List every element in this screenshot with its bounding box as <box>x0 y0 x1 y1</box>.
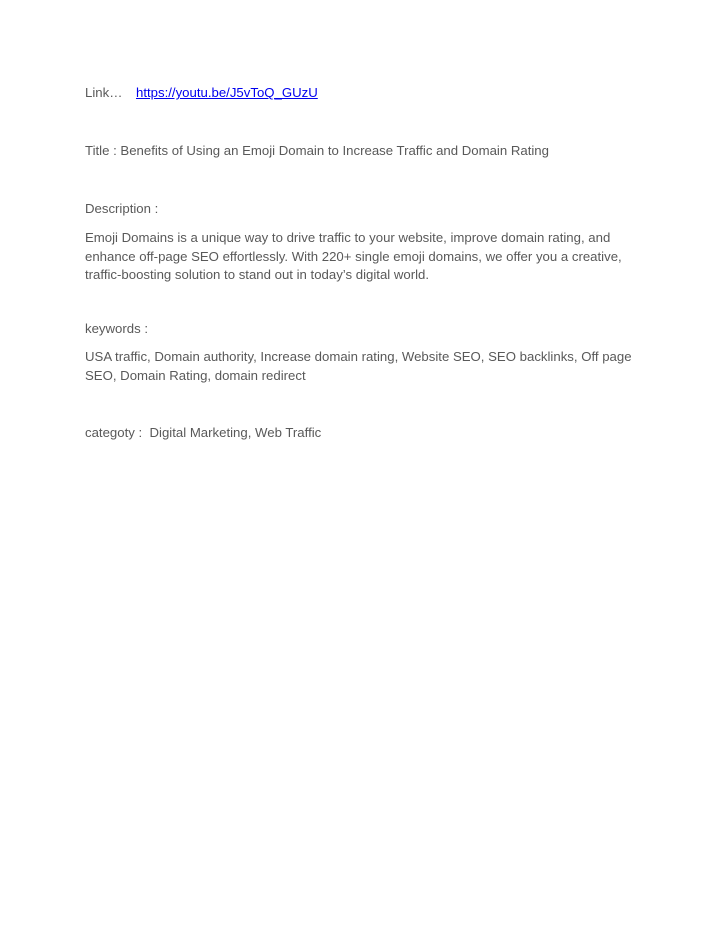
category-line: categoty : Digital Marketing, Web Traffic <box>85 425 322 440</box>
keywords-body: USA traffic, Domain authority, Increase domain rating, Website SEO, SEO backlinks, Off page SEO, Domain Rating, domain redirect <box>85 349 632 383</box>
link-prefix: Link… <box>85 85 123 100</box>
video-link[interactable]: https://youtu.be/J5vToQ_GUzU <box>136 85 318 100</box>
title-line: Title : Benefits of Using an Emoji Domain to Increase Traffic and Domain Rating <box>85 143 549 158</box>
description-body: Emoji Domains is a unique way to drive traffic to your website, improve domain rating, and enhance off-page SEO effortlessly. With 220+ single emoji domains, we offer you a creative, traffic-boosting solution to stand out in today’s digital world. <box>85 230 622 282</box>
keywords-label: keywords : <box>85 321 149 336</box>
description-label: Description : <box>85 201 159 216</box>
link-row <box>85 84 637 103</box>
